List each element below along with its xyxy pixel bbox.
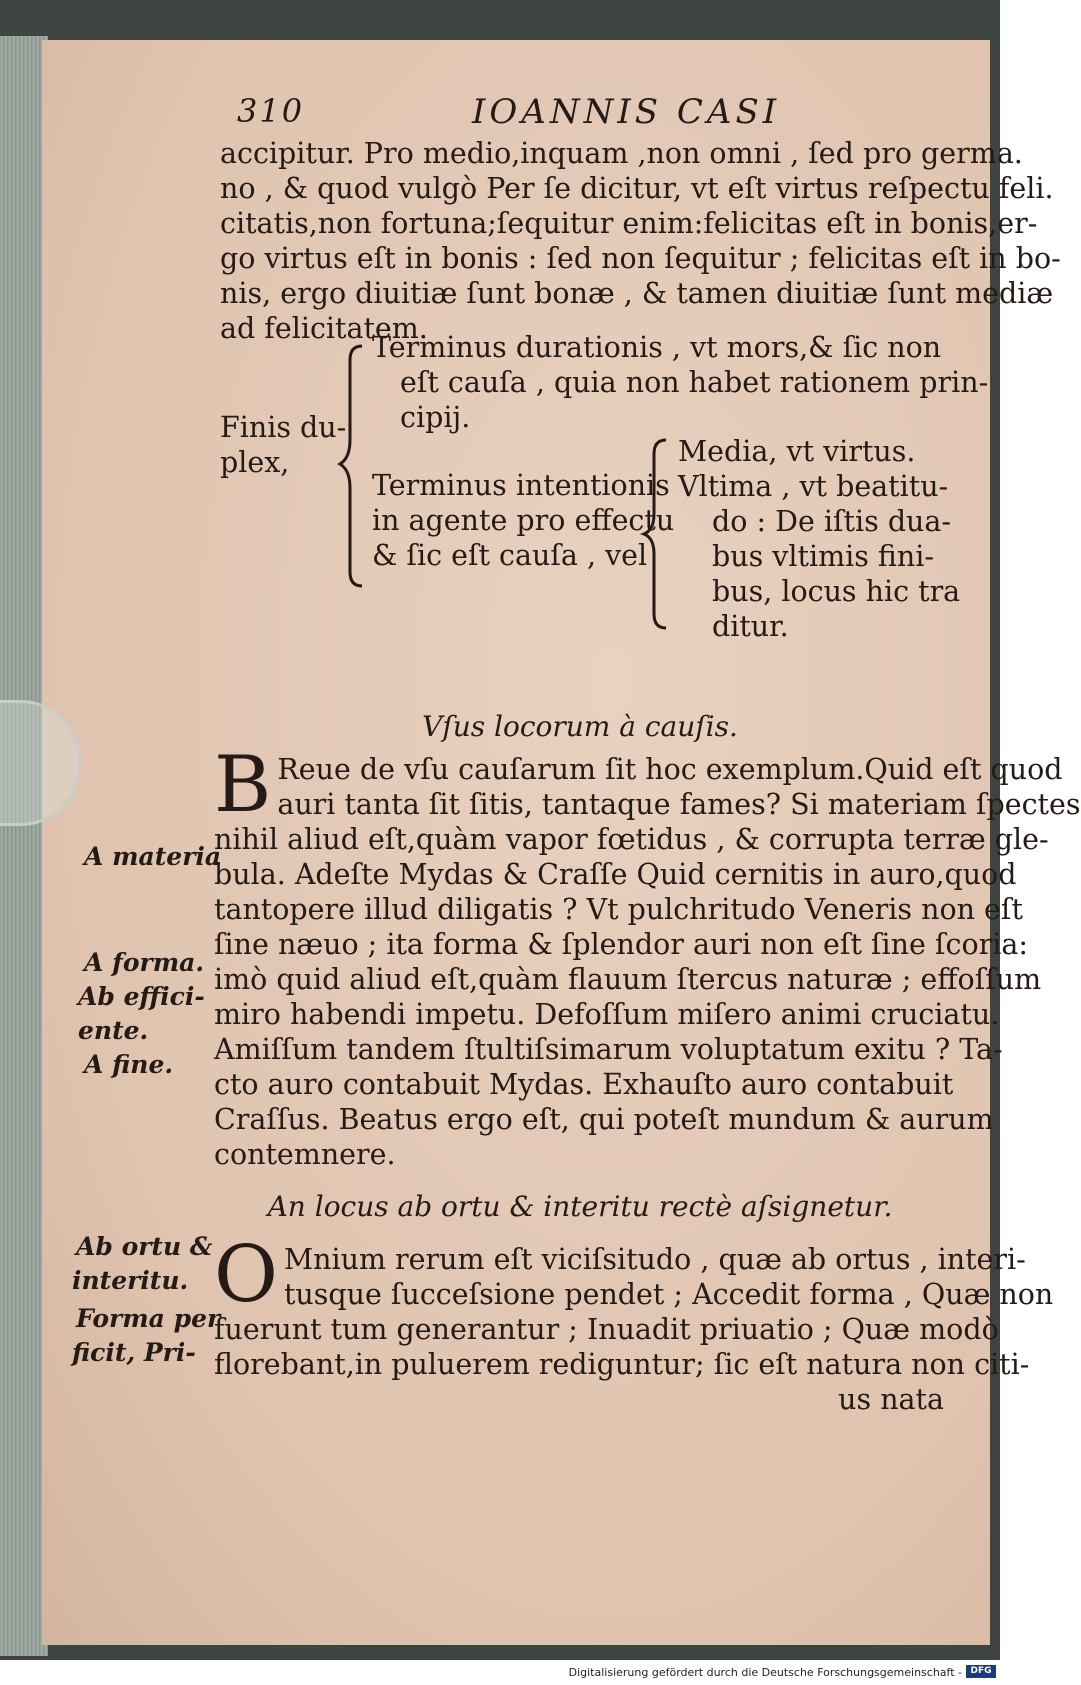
text-line: cto auro contabuit Mydas. Exhauſto auro contabuit: [214, 1068, 954, 1101]
text-line: Vltima , vt beatitu-: [678, 470, 949, 503]
text-line: Reue de vſu cauſarum ſit hoc exemplum.Quid eſt quod: [277, 753, 1063, 786]
diagram-root: [220, 410, 346, 480]
text-line: Terminus intentionis: [372, 469, 670, 502]
drop-cap: O: [214, 1230, 278, 1320]
footer-bar: [0, 1660, 1000, 1685]
text-line: Amiſſum tandem ſtultiſsimarum voluptatum exitu ? Ta-: [214, 1033, 1003, 1066]
book-page: [42, 40, 1081, 1645]
diagram-term-intention: [372, 468, 674, 573]
text-line: nihil aliud eſt,quàm vapor fœtidus , & corrupta terræ gle-: [214, 823, 1049, 856]
text-line: nis, ergo diuitiæ ſunt bonæ , & tamen diuitiæ ſunt mediæ: [220, 277, 1054, 310]
text-line: Media, vt virtus.: [678, 435, 916, 468]
page-header: [42, 92, 990, 142]
text-line: auri tanta ſit ſitis, tantaque fames? Si materiam ſpectes: [277, 788, 1081, 821]
text-line: go virtus eſt in bonis : ſed non ſequitur ; felicitas eſt in bo-: [220, 242, 1061, 275]
text-line: ditur.: [712, 610, 789, 643]
drop-cap: B: [214, 740, 272, 830]
text-line: florebant,in puluerem rediguntur; ſic eſt natura non citi-: [214, 1348, 1030, 1381]
margin-note: A fine.: [84, 1050, 174, 1079]
text-line: bus vltimis fini-: [712, 540, 935, 573]
running-head: IOANNIS CASI: [472, 92, 781, 132]
text-line: bula. Adeſte Mydas & Craſſe Quid cernitis in auro,quod: [214, 858, 1017, 891]
diagram-root-line: Finis du-: [220, 411, 347, 444]
text-line: tusque ſucceſsione pendet ; Accedit forma , Quæ non: [283, 1278, 1054, 1311]
text-line: Terminus durationis , vt mors,& ſic non: [372, 331, 942, 364]
text-line: cipij.: [400, 401, 471, 434]
footer-credit: Digitalisierung gefördert durch die Deutsche Forschungsgemeinschaft -: [568, 1666, 962, 1679]
book-page-edges: [0, 36, 48, 1656]
text-line: citatis,non fortuna;ſequitur enim:felicitas eſt in bonis,er-: [220, 207, 1038, 240]
margin-note: Ab ortu &: [76, 1232, 213, 1261]
text-line: imò quid aliud eſt,quàm flauum ſtercus naturæ ; effoſſum: [214, 963, 1042, 996]
section-heading: An locus ab ortu & interitu rectè aſsignetur.: [267, 1190, 893, 1223]
text-line: accipitur. Pro medio,inquam ,non omni , ſed pro germa.: [220, 137, 1023, 170]
text-line: Craſſus. Beatus ergo eſt, qui poteſt mundum & aurum: [214, 1103, 994, 1136]
text-line: Mnium rerum eſt viciſsitudo , quæ ab ortus , interi-: [283, 1243, 1026, 1276]
text-line: contemnere.: [214, 1138, 396, 1171]
margin-note: Ab effici-: [78, 982, 205, 1011]
folio-number: 310: [237, 92, 305, 130]
margin-note: Forma per: [76, 1304, 221, 1333]
text-line: fuerunt tum generantur ; Inuadit priuatio ; Quæ modò: [214, 1313, 999, 1346]
dfg-logo: DFG: [966, 1665, 996, 1678]
section2-paragraph: [214, 1230, 1054, 1417]
margin-note: ente.: [78, 1016, 149, 1045]
diagram-brace-main: [334, 340, 374, 590]
diagram-brace-sub: [638, 434, 678, 634]
section1-paragraph: [214, 740, 1081, 1172]
intro-paragraph: [220, 136, 1061, 346]
text-line: ad felicitatem.: [220, 312, 428, 345]
text-line: & ſic eſt cauſa , vel: [372, 539, 648, 572]
margin-note: ficit, Pri-: [72, 1338, 196, 1367]
text-line: in agente pro effectu: [372, 504, 675, 537]
text-line: ſine næuo ; ita forma & ſplendor auri non eſt ſine ſcoria:: [214, 928, 1028, 961]
text-line: miro habendi impetu. Defoſſum miſero animi cruciatu.: [214, 998, 1000, 1031]
diagram-term-duration: [372, 330, 988, 435]
catchword: us nata: [838, 1383, 944, 1416]
section-heading: Vſus locorum à cauſis.: [422, 710, 738, 743]
text-line: tantopere illud diligatis ? Vt pulchritudo Veneris non eſt: [214, 893, 1023, 926]
text-line: bus, locus hic tra: [712, 575, 961, 608]
margin-note: interitu.: [72, 1266, 189, 1295]
margin-note: A materia: [84, 842, 222, 871]
text-line: eſt cauſa , quia non habet rationem prin-: [400, 366, 989, 399]
text-line: no , & quod vulgò Per ſe dicitur, vt eſt virtus reſpectu feli.: [220, 172, 1054, 205]
diagram-subdivision: [678, 434, 960, 644]
text-line: do : De iſtis dua-: [712, 505, 952, 538]
margin-note: A forma.: [84, 948, 205, 977]
diagram-root-line: plex,: [220, 446, 290, 479]
